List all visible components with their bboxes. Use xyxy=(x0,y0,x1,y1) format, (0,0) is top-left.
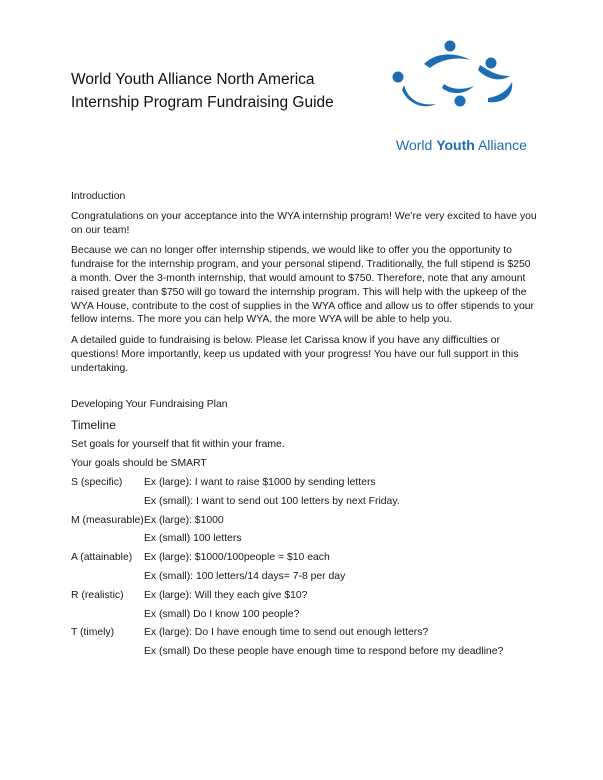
smart-example: Ex (large): $1000 xyxy=(144,514,224,526)
smart-example: Ex (large): $1000/100people = $10 each xyxy=(144,552,330,564)
smart-example: Ex (small) Do I know 100 people? xyxy=(144,608,300,620)
smart-label: R (realistic) xyxy=(71,589,124,601)
table-row xyxy=(71,532,503,551)
table-row xyxy=(71,514,503,533)
smart-example: Ex (small): 100 letters/14 days= 7-8 per day xyxy=(144,570,346,582)
smart-label xyxy=(71,645,144,664)
text-line: Your goals should be SMART xyxy=(71,458,207,470)
smart-label: A (attainable) xyxy=(71,552,133,564)
table-row xyxy=(71,570,503,589)
smart-example: Ex (small) 100 letters xyxy=(144,533,242,545)
logo-wordmark: World Youth Alliance xyxy=(396,137,527,153)
table-row xyxy=(71,589,503,608)
table-row xyxy=(71,476,503,495)
smart-example: Ex (small): I want to send out 100 letters by next Friday. xyxy=(144,495,400,507)
section-heading-plan: Developing Your Fundraising Plan xyxy=(71,398,228,410)
smart-label xyxy=(71,532,144,551)
smart-example: Ex (large): Do I have enough time to send out enough letters? xyxy=(144,627,429,639)
smart-example: Ex (large): I want to raise $1000 by sending letters xyxy=(144,476,376,488)
wya-logo xyxy=(384,40,534,160)
title-line-2: Internship Program Fundraising Guide xyxy=(71,94,334,111)
smart-label: M (measurable) xyxy=(71,514,144,526)
table-row xyxy=(71,495,503,514)
smart-label: T (timely) xyxy=(71,627,115,639)
table-row xyxy=(71,608,503,627)
smart-goals-table xyxy=(71,476,503,664)
text-line: Set goals for yourself that fit within your frame. xyxy=(71,439,285,451)
smart-label: S (specific) xyxy=(71,476,123,488)
subheading-timeline: Timeline xyxy=(71,418,116,433)
smart-example: Ex (large): Will they each give $10? xyxy=(144,589,308,601)
paragraph: Because we can no longer offer internship stipends, we would like to offer you the opportunity to fundraise for the internship program, and your personal stipend. Traditionally, the full stipend is $250 a month. Over the 3-month internship, that would amount to $750. Therefore, note that any amount raised greater than $750 will go toward the internship program. This will help with the upkeep of the WYA House, contribute to the cost of supplies in the WYA office and allow us to offer stipends to your fellow interns. The more you can help WYA, the more WYA will be able to help you. xyxy=(71,245,535,326)
section-heading-introduction: Introduction xyxy=(71,191,126,202)
paragraph: Congratulations on your acceptance into the WYA internship program! We’re very excited to have you on our team! xyxy=(71,210,537,236)
smart-example: Ex (small) Do these people have enough time to respond before my deadline? xyxy=(144,646,504,658)
document-body xyxy=(71,190,537,664)
wya-logo-mark-icon xyxy=(384,40,534,135)
smart-label xyxy=(71,608,144,627)
smart-label xyxy=(71,570,144,589)
table-row xyxy=(71,626,503,645)
table-row xyxy=(71,645,503,664)
document-title xyxy=(71,68,334,114)
smart-label xyxy=(71,495,144,514)
table-row xyxy=(71,551,503,570)
paragraph: A detailed guide to fundraising is below. Please let Carissa know if you have any difficulties or questions! More importantly, keep us updated with your progress! You have our full support in this undertaking. xyxy=(71,335,519,374)
title-line-1: World Youth Alliance North America xyxy=(71,71,315,88)
